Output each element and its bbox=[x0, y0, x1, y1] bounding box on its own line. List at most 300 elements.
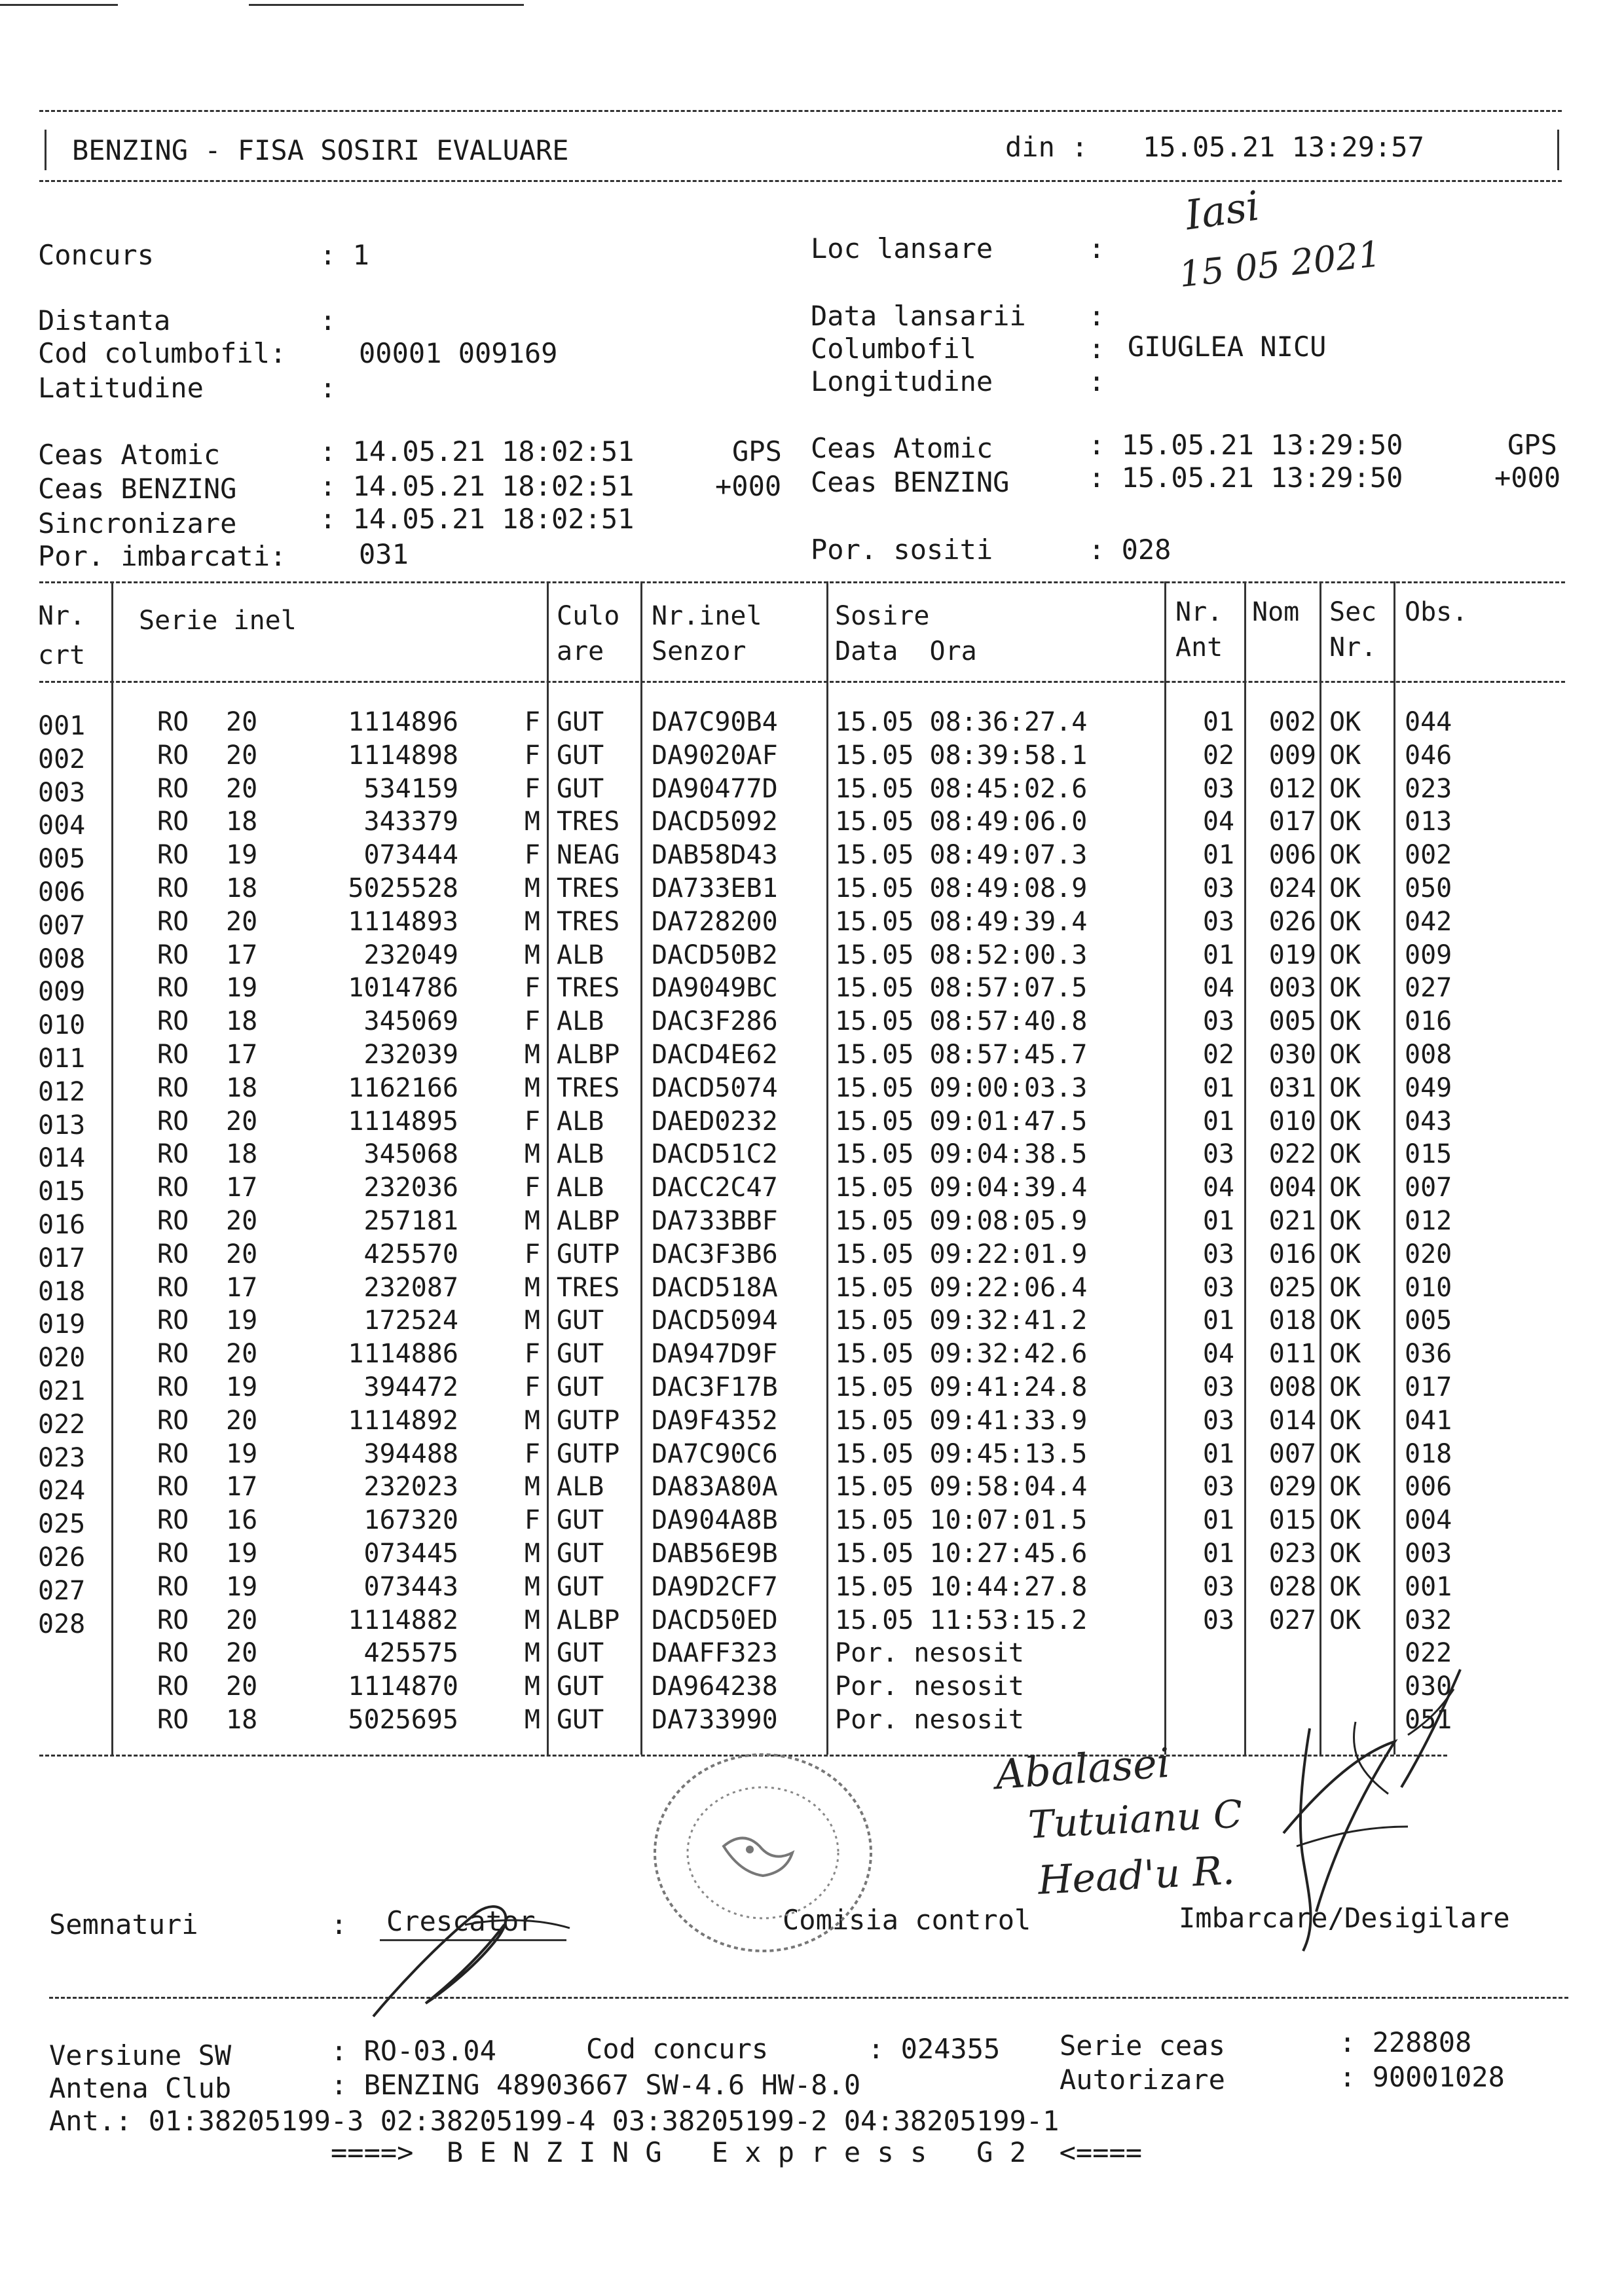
cell-nr-crt: 026 bbox=[38, 1542, 86, 1573]
antena-label: Antena Club bbox=[49, 2072, 232, 2104]
th-sec-2: Nr. bbox=[1329, 632, 1377, 663]
col-divider-4 bbox=[826, 581, 828, 1755]
cell-nr-crt: 008 bbox=[38, 944, 86, 974]
cell-sec: OK bbox=[1329, 840, 1361, 870]
cell-country: RO bbox=[157, 1073, 189, 1103]
cell-sex: M bbox=[524, 1406, 540, 1436]
cell-sensor: DA9049BC bbox=[652, 973, 778, 1003]
cell-ring-number: 1114886 bbox=[348, 1339, 458, 1369]
cell-arrival: 15.05 08:57:40.8 bbox=[835, 1006, 1088, 1036]
cell-color: ALB bbox=[557, 940, 604, 970]
cell-arrival: 15.05 08:52:00.3 bbox=[835, 940, 1088, 970]
cell-year: 17 bbox=[226, 1173, 258, 1203]
cell-sex: F bbox=[524, 1439, 540, 1469]
semnaturi-colon: : bbox=[331, 1908, 348, 1941]
cell-country: RO bbox=[157, 1638, 189, 1668]
cell-antenna: 01 bbox=[1202, 1439, 1234, 1469]
cell-ring-number: 345069 bbox=[363, 1006, 458, 1036]
cell-sec: OK bbox=[1329, 1605, 1361, 1635]
cell-country: RO bbox=[157, 1406, 189, 1436]
cell-nr-crt: 011 bbox=[38, 1044, 86, 1074]
cell-year: 18 bbox=[226, 1006, 258, 1036]
cell-nr-crt: 007 bbox=[38, 911, 86, 941]
cell-nom: 023 bbox=[1268, 1539, 1316, 1569]
cell-antenna: 03 bbox=[1202, 873, 1234, 903]
cell-sensor: DAC3F17B bbox=[652, 1372, 778, 1402]
cell-sex: M bbox=[524, 1206, 540, 1236]
cell-obs: 020 bbox=[1405, 1239, 1452, 1269]
cell-ring-number: 172524 bbox=[363, 1305, 458, 1336]
cell-ring-number: 232049 bbox=[363, 940, 458, 970]
cell-country: RO bbox=[157, 807, 189, 837]
cell-sec: OK bbox=[1329, 1472, 1361, 1502]
cell-sex: F bbox=[524, 1339, 540, 1369]
cell-year: 20 bbox=[226, 1206, 258, 1236]
cell-color: ALB bbox=[557, 1139, 604, 1169]
cell-year: 20 bbox=[226, 774, 258, 804]
cell-country: RO bbox=[157, 1339, 189, 1369]
handwritten-name-3: Head'u R. bbox=[1037, 1848, 1236, 1904]
th-nom: Nom bbox=[1252, 597, 1300, 627]
cell-country: RO bbox=[157, 973, 189, 1003]
cell-color: ALB bbox=[557, 1006, 604, 1036]
col-divider-8 bbox=[1393, 581, 1395, 1755]
data-lansarii-colon: : bbox=[1088, 300, 1105, 332]
cell-sex: M bbox=[524, 1139, 540, 1169]
cell-sex: M bbox=[524, 1073, 540, 1103]
cell-year: 19 bbox=[226, 840, 258, 870]
cell-country: RO bbox=[157, 1572, 189, 1602]
cell-arrival: 15.05 09:22:06.4 bbox=[835, 1273, 1088, 1303]
comisia-label: Comisia control bbox=[783, 1904, 1031, 1936]
cell-obs: 002 bbox=[1405, 840, 1452, 870]
header-border-left bbox=[45, 130, 46, 170]
cell-color: TRES bbox=[557, 973, 620, 1003]
cell-ring-number: 232036 bbox=[363, 1173, 458, 1203]
cell-arrival: 15.05 08:49:39.4 bbox=[835, 907, 1088, 937]
cell-arrival: 15.05 09:41:33.9 bbox=[835, 1406, 1088, 1436]
cell-nom: 017 bbox=[1268, 807, 1316, 837]
cell-country: RO bbox=[157, 1505, 189, 1535]
cell-antenna: 03 bbox=[1202, 1406, 1234, 1436]
columbofil-label: Columbofil bbox=[811, 333, 976, 365]
cell-nr-crt: 018 bbox=[38, 1277, 86, 1307]
cell-year: 20 bbox=[226, 1406, 258, 1436]
cell-ring-number: 534159 bbox=[363, 774, 458, 804]
cell-nom: 008 bbox=[1268, 1372, 1316, 1402]
date-value: 15.05.21 13:29:57 bbox=[1143, 131, 1424, 163]
cell-arrival: 15.05 09:04:39.4 bbox=[835, 1173, 1088, 1203]
concurs-value: : 1 bbox=[320, 239, 369, 271]
cell-year: 20 bbox=[226, 740, 258, 771]
cell-sex: M bbox=[524, 1040, 540, 1070]
cell-nom: 019 bbox=[1268, 940, 1316, 970]
cell-ring-number: 345068 bbox=[363, 1139, 458, 1169]
ceas-benzing-left-value: : 14.05.21 18:02:51 bbox=[320, 470, 635, 502]
col-divider-2 bbox=[547, 581, 549, 1755]
th-sec-1: Sec bbox=[1329, 597, 1377, 627]
cell-sensor: DAB58D43 bbox=[652, 840, 778, 870]
cell-nr-crt: 025 bbox=[38, 1509, 86, 1539]
date-label: din : bbox=[1005, 131, 1088, 163]
cell-antenna: 01 bbox=[1202, 840, 1234, 870]
versiune-label: Versiune SW bbox=[49, 2039, 232, 2071]
cell-sensor: DA728200 bbox=[652, 907, 778, 937]
cell-antenna: 03 bbox=[1202, 1239, 1234, 1269]
cell-color: ALB bbox=[557, 1106, 604, 1137]
cell-color: GUT bbox=[557, 1572, 604, 1602]
cell-ring-number: 394472 bbox=[363, 1372, 458, 1402]
cell-color: GUT bbox=[557, 1671, 604, 1702]
cell-year: 18 bbox=[226, 1073, 258, 1103]
loc-lansare-label: Loc lansare bbox=[811, 232, 993, 264]
cell-obs: 046 bbox=[1405, 740, 1452, 771]
cell-country: RO bbox=[157, 907, 189, 937]
cell-color: ALB bbox=[557, 1472, 604, 1502]
cell-country: RO bbox=[157, 1372, 189, 1402]
cell-arrival: 15.05 08:39:58.1 bbox=[835, 740, 1088, 771]
handwritten-name-1: Abalasei bbox=[993, 1738, 1172, 1799]
cell-antenna: 04 bbox=[1202, 1173, 1234, 1203]
cell-sensor: DA733BBF bbox=[652, 1206, 778, 1236]
cell-nr-crt: 009 bbox=[38, 977, 86, 1007]
cell-nr-crt: 003 bbox=[38, 778, 86, 808]
cell-ring-number: 1114882 bbox=[348, 1605, 458, 1635]
cell-sec: OK bbox=[1329, 1239, 1361, 1269]
cell-sec: OK bbox=[1329, 1206, 1361, 1236]
cell-nom: 004 bbox=[1268, 1173, 1316, 1203]
cell-arrival: 15.05 10:07:01.5 bbox=[835, 1505, 1088, 1535]
cell-nr-crt: 019 bbox=[38, 1309, 86, 1339]
cell-sex: F bbox=[524, 1239, 540, 1269]
cell-sec: OK bbox=[1329, 973, 1361, 1003]
cell-nr-crt: 027 bbox=[38, 1576, 86, 1606]
cell-ring-number: 232087 bbox=[363, 1273, 458, 1303]
cell-ring-number: 257181 bbox=[363, 1206, 458, 1236]
cell-antenna: 03 bbox=[1202, 1372, 1234, 1402]
header-border-top bbox=[39, 110, 1562, 112]
cell-nom: 021 bbox=[1268, 1206, 1316, 1236]
cell-sex: F bbox=[524, 1106, 540, 1137]
cell-obs: 041 bbox=[1405, 1406, 1452, 1436]
handwritten-location: Iasi bbox=[1182, 181, 1263, 240]
cell-year: 20 bbox=[226, 1106, 258, 1137]
cell-sensor: DACD5094 bbox=[652, 1305, 778, 1336]
cell-obs: 016 bbox=[1405, 1006, 1452, 1036]
header-border-bottom bbox=[39, 180, 1562, 182]
cell-sensor: DACD4E62 bbox=[652, 1040, 778, 1070]
crescator-signature bbox=[367, 1899, 576, 2030]
cell-obs: 030 bbox=[1405, 1671, 1452, 1702]
th-nr-inel-2: Senzor bbox=[652, 636, 747, 666]
cell-sensor: DA9020AF bbox=[652, 740, 778, 771]
cell-sensor: DAC3F286 bbox=[652, 1006, 778, 1036]
cell-year: 18 bbox=[226, 873, 258, 903]
cell-nr-crt: 028 bbox=[38, 1609, 86, 1639]
th-nr-ant-2: Ant bbox=[1175, 632, 1223, 663]
columbofil-name: GIUGLEA NICU bbox=[1128, 331, 1327, 363]
cell-sec: OK bbox=[1329, 707, 1361, 737]
th-culoare-2: are bbox=[557, 636, 604, 666]
cell-ring-number: 425570 bbox=[363, 1239, 458, 1269]
cell-arrival: 15.05 09:45:13.5 bbox=[835, 1439, 1088, 1469]
cell-sex: M bbox=[524, 1671, 540, 1702]
cell-antenna: 03 bbox=[1202, 1006, 1234, 1036]
cell-country: RO bbox=[157, 740, 189, 771]
cell-sex: M bbox=[524, 907, 540, 937]
th-obs: Obs. bbox=[1405, 597, 1468, 627]
cell-nr-crt: 023 bbox=[38, 1443, 86, 1473]
cell-nom: 011 bbox=[1268, 1339, 1316, 1369]
autorizare-label: Autorizare bbox=[1060, 2064, 1225, 2096]
cell-nom: 002 bbox=[1268, 707, 1316, 737]
cell-arrival: Por. nesosit bbox=[835, 1671, 1024, 1702]
th-nr-inel-1: Nr.inel bbox=[652, 601, 762, 631]
cell-obs: 051 bbox=[1405, 1705, 1452, 1735]
cell-color: GUT bbox=[557, 707, 604, 737]
th-sosire-2: Data Ora bbox=[835, 636, 977, 666]
cell-year: 17 bbox=[226, 1472, 258, 1502]
cell-sec: OK bbox=[1329, 1139, 1361, 1169]
cell-ring-number: 1014786 bbox=[348, 973, 458, 1003]
col-divider-7 bbox=[1320, 581, 1321, 1755]
cell-sensor: DA733EB1 bbox=[652, 873, 778, 903]
cell-antenna: 02 bbox=[1202, 740, 1234, 771]
loc-lansare-colon: : bbox=[1088, 232, 1105, 264]
ceas-atomic-right-suffix: GPS bbox=[1507, 429, 1557, 461]
ceas-benzing-left-label: Ceas BENZING bbox=[38, 473, 237, 505]
cell-nr-crt: 004 bbox=[38, 811, 86, 841]
cell-color: TRES bbox=[557, 873, 620, 903]
cell-sensor: DA947D9F bbox=[652, 1339, 778, 1369]
cell-arrival: 15.05 09:22:01.9 bbox=[835, 1239, 1088, 1269]
col-divider-5 bbox=[1164, 581, 1166, 1755]
cell-sensor: DACD5074 bbox=[652, 1073, 778, 1103]
cell-sex: M bbox=[524, 1605, 540, 1635]
th-culoare-1: Culo bbox=[557, 601, 620, 631]
cell-nom: 007 bbox=[1268, 1439, 1316, 1469]
sincronizare-value: : 14.05.21 18:02:51 bbox=[320, 503, 635, 535]
cell-antenna: 03 bbox=[1202, 774, 1234, 804]
cell-sec: OK bbox=[1329, 1439, 1361, 1469]
table-header-rule bbox=[39, 681, 1565, 683]
cell-color: ALBP bbox=[557, 1206, 620, 1236]
cell-sensor: DA964238 bbox=[652, 1671, 778, 1702]
ceas-atomic-right-value: : 15.05.21 13:29:50 bbox=[1088, 429, 1403, 461]
cell-country: RO bbox=[157, 1671, 189, 1702]
cell-ring-number: 1114895 bbox=[348, 1106, 458, 1137]
por-sositi-label: Por. sositi bbox=[811, 534, 993, 566]
cell-year: 17 bbox=[226, 940, 258, 970]
cell-sex: F bbox=[524, 1173, 540, 1203]
cell-color: GUT bbox=[557, 1539, 604, 1569]
cell-nr-crt: 016 bbox=[38, 1210, 86, 1240]
cell-year: 19 bbox=[226, 973, 258, 1003]
cell-sec: OK bbox=[1329, 1406, 1361, 1436]
cell-arrival: 15.05 08:36:27.4 bbox=[835, 707, 1088, 737]
cell-country: RO bbox=[157, 707, 189, 737]
cell-arrival: 15.05 08:49:07.3 bbox=[835, 840, 1088, 870]
cell-obs: 017 bbox=[1405, 1372, 1452, 1402]
th-nr-ant-1: Nr. bbox=[1175, 597, 1223, 627]
cell-nr-crt: 005 bbox=[38, 844, 86, 874]
cell-color: GUTP bbox=[557, 1239, 620, 1269]
cell-antenna: 01 bbox=[1202, 1106, 1234, 1137]
cell-nom: 015 bbox=[1268, 1505, 1316, 1535]
cell-arrival: 15.05 09:08:05.9 bbox=[835, 1206, 1088, 1236]
cell-antenna: 01 bbox=[1202, 1073, 1234, 1103]
cell-sec: OK bbox=[1329, 1539, 1361, 1569]
cell-color: GUTP bbox=[557, 1406, 620, 1436]
cell-sensor: DACD50ED bbox=[652, 1605, 778, 1635]
sincronizare-label: Sincronizare bbox=[38, 507, 237, 539]
cell-country: RO bbox=[157, 1173, 189, 1203]
cell-nr-crt: 012 bbox=[38, 1077, 86, 1107]
header-border-right bbox=[1557, 130, 1559, 170]
longitudine-colon: : bbox=[1088, 365, 1105, 397]
cell-obs: 044 bbox=[1405, 707, 1452, 737]
antena-value: : BENZING 48903667 SW-4.6 HW-8.0 bbox=[331, 2069, 861, 2101]
cell-obs: 023 bbox=[1405, 774, 1452, 804]
cell-year: 18 bbox=[226, 1139, 258, 1169]
cell-ring-number: 073443 bbox=[363, 1572, 458, 1602]
ceas-atomic-right-label: Ceas Atomic bbox=[811, 432, 993, 464]
cell-color: GUT bbox=[557, 1305, 604, 1336]
cell-sex: F bbox=[524, 1505, 540, 1535]
serie-ceas-value: : 228808 bbox=[1339, 2026, 1472, 2058]
cell-sensor: DA9F4352 bbox=[652, 1406, 778, 1436]
cell-year: 20 bbox=[226, 907, 258, 937]
cell-year: 20 bbox=[226, 707, 258, 737]
antenna-list: Ant.: 01:38205199-3 02:38205199-4 03:38205199-2 04:38205199-1 bbox=[49, 2105, 1060, 2137]
cell-antenna: 03 bbox=[1202, 1605, 1234, 1635]
cell-country: RO bbox=[157, 1305, 189, 1336]
cell-obs: 003 bbox=[1405, 1539, 1452, 1569]
autorizare-value: : 90001028 bbox=[1339, 2061, 1505, 2093]
cell-nom: 010 bbox=[1268, 1106, 1316, 1137]
cell-obs: 043 bbox=[1405, 1106, 1452, 1137]
cell-country: RO bbox=[157, 1273, 189, 1303]
cell-sensor: DA7C90B4 bbox=[652, 707, 778, 737]
ceas-benzing-right-label: Ceas BENZING bbox=[811, 466, 1010, 498]
cell-color: GUTP bbox=[557, 1439, 620, 1469]
cell-sensor: DAB56E9B bbox=[652, 1539, 778, 1569]
cell-sex: F bbox=[524, 973, 540, 1003]
th-nr-crt-2: crt bbox=[38, 640, 86, 670]
cell-nom: 027 bbox=[1268, 1605, 1316, 1635]
col-divider-1 bbox=[111, 581, 113, 1755]
cell-antenna: 01 bbox=[1202, 1206, 1234, 1236]
obs-column-checkmarks bbox=[1388, 1656, 1480, 1800]
cell-sensor: DA90477D bbox=[652, 774, 778, 804]
cell-obs: 001 bbox=[1405, 1572, 1452, 1602]
cell-sensor: DAAFF323 bbox=[652, 1638, 778, 1668]
cell-ring-number: 232039 bbox=[363, 1040, 458, 1070]
cell-sensor: DA733990 bbox=[652, 1705, 778, 1735]
cell-sec: OK bbox=[1329, 1305, 1361, 1336]
columbofil-colon: : bbox=[1088, 333, 1105, 365]
cell-nr-crt: 013 bbox=[38, 1110, 86, 1140]
distanta-label: Distanta bbox=[38, 304, 171, 337]
cell-sex: M bbox=[524, 940, 540, 970]
cell-antenna: 01 bbox=[1202, 707, 1234, 737]
cell-nr-crt: 024 bbox=[38, 1476, 86, 1506]
cell-antenna: 01 bbox=[1202, 1305, 1234, 1336]
cell-nom: 006 bbox=[1268, 840, 1316, 870]
cell-country: RO bbox=[157, 840, 189, 870]
cell-arrival: 15.05 08:57:07.5 bbox=[835, 973, 1088, 1003]
cell-sec: OK bbox=[1329, 1106, 1361, 1137]
cell-obs: 010 bbox=[1405, 1273, 1452, 1303]
cell-sex: M bbox=[524, 1305, 540, 1336]
scan-mark-top-1 bbox=[0, 4, 118, 6]
cell-sec: OK bbox=[1329, 1572, 1361, 1602]
cell-color: ALBP bbox=[557, 1605, 620, 1635]
cell-obs: 018 bbox=[1405, 1439, 1452, 1469]
cod-columbofil-value: 00001 009169 bbox=[359, 337, 558, 369]
cell-year: 16 bbox=[226, 1505, 258, 1535]
ceas-atomic-left-label: Ceas Atomic bbox=[38, 439, 221, 471]
cell-nom: 009 bbox=[1268, 740, 1316, 771]
cell-country: RO bbox=[157, 1040, 189, 1070]
cell-nr-crt: 014 bbox=[38, 1143, 86, 1173]
cell-nr-crt: 017 bbox=[38, 1243, 86, 1273]
cell-sec: OK bbox=[1329, 1505, 1361, 1535]
cell-nom: 026 bbox=[1268, 907, 1316, 937]
data-lansarii-label: Data lansarii bbox=[811, 300, 1026, 332]
handwritten-launch-date: 15 05 2021 bbox=[1177, 233, 1383, 295]
th-nr-crt-1: Nr. bbox=[38, 601, 86, 631]
cell-country: RO bbox=[157, 873, 189, 903]
cell-antenna: 03 bbox=[1202, 1472, 1234, 1502]
cell-ring-number: 1114896 bbox=[348, 707, 458, 737]
cell-sec: OK bbox=[1329, 907, 1361, 937]
cell-obs: 012 bbox=[1405, 1206, 1452, 1236]
cell-year: 18 bbox=[226, 1705, 258, 1735]
cell-nom: 003 bbox=[1268, 973, 1316, 1003]
cell-arrival: 15.05 08:45:02.6 bbox=[835, 774, 1088, 804]
cell-year: 19 bbox=[226, 1439, 258, 1469]
cod-concurs-value: : 024355 bbox=[868, 2033, 1001, 2065]
cell-ring-number: 1114893 bbox=[348, 907, 458, 937]
cell-antenna: 03 bbox=[1202, 1572, 1234, 1602]
cell-year: 20 bbox=[226, 1671, 258, 1702]
cell-obs: 008 bbox=[1405, 1040, 1452, 1070]
cell-sex: M bbox=[524, 807, 540, 837]
cell-sex: M bbox=[524, 1705, 540, 1735]
cell-country: RO bbox=[157, 774, 189, 804]
cell-arrival: 15.05 09:00:03.3 bbox=[835, 1073, 1088, 1103]
cell-nr-crt: 021 bbox=[38, 1376, 86, 1406]
cell-ring-number: 5025528 bbox=[348, 873, 458, 903]
cell-color: GUT bbox=[557, 1339, 604, 1369]
cell-year: 20 bbox=[226, 1339, 258, 1369]
cell-color: TRES bbox=[557, 1073, 620, 1103]
cell-sex: M bbox=[524, 1273, 540, 1303]
cell-ring-number: 167320 bbox=[363, 1505, 458, 1535]
crescator-label: Crescator bbox=[386, 1905, 536, 1937]
cell-arrival: 15.05 09:41:24.8 bbox=[835, 1372, 1088, 1402]
cell-sec: OK bbox=[1329, 1372, 1361, 1402]
brand-line: ====> B E N Z I N G E x p r e s s G 2 <==== bbox=[331, 2136, 1143, 2168]
cell-year: 20 bbox=[226, 1605, 258, 1635]
cell-obs: 005 bbox=[1405, 1305, 1452, 1336]
cell-sensor: DA9D2CF7 bbox=[652, 1572, 778, 1602]
cell-country: RO bbox=[157, 1006, 189, 1036]
cell-country: RO bbox=[157, 1472, 189, 1502]
cell-obs: 050 bbox=[1405, 873, 1452, 903]
cell-sex: F bbox=[524, 774, 540, 804]
